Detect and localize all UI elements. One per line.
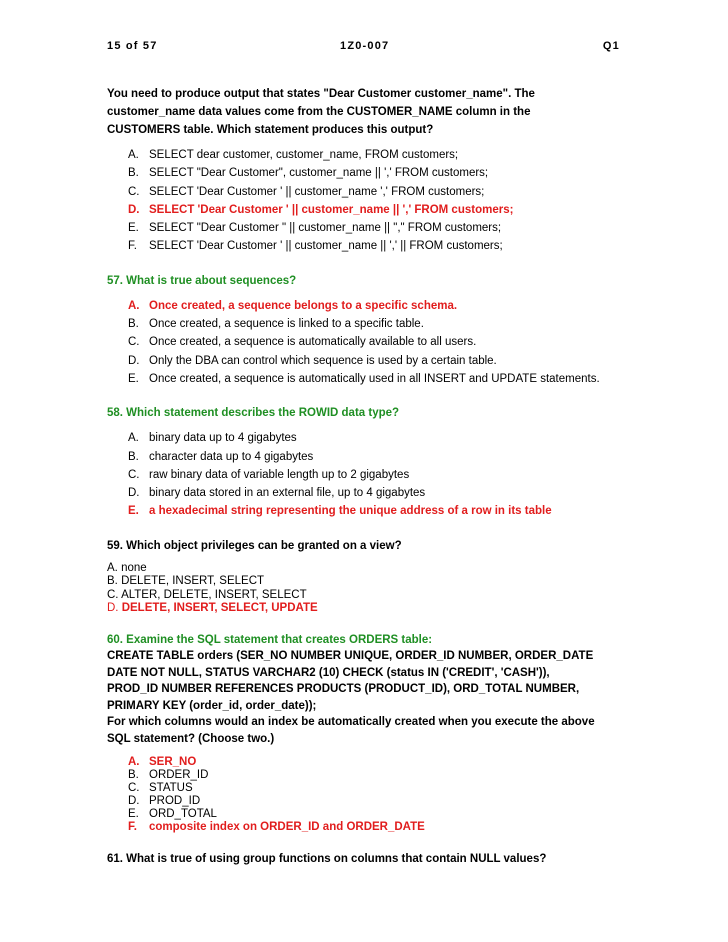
option xyxy=(107,575,627,589)
option-text: DELETE, INSERT, SELECT xyxy=(121,575,265,588)
options-list xyxy=(128,297,627,388)
option-correct xyxy=(128,201,627,219)
option-text: STATUS xyxy=(149,782,193,795)
option-correct xyxy=(128,297,627,315)
option-text: ORDER_ID xyxy=(149,769,209,782)
option-text: Once created, a sequence is linked to a specific table. xyxy=(149,318,424,331)
question-58 xyxy=(107,404,627,520)
option-text: SELECT 'Dear Customer ' || customer_name || ',' || FROM customers; xyxy=(149,240,503,253)
options-list xyxy=(128,146,627,256)
option-letter: A. xyxy=(128,149,139,161)
option-text: character data up to 4 gigabytes xyxy=(149,450,314,463)
option-text: Only the DBA can control which sequence is used by a certain table. xyxy=(149,354,497,367)
options-list xyxy=(107,562,627,616)
question-text xyxy=(107,85,627,139)
option xyxy=(107,562,627,576)
sql-line: PRIMARY KEY (order_id, order_date)); xyxy=(107,699,317,712)
question-line: customer_name data values come from the CUSTOMER_NAME column in the xyxy=(107,106,531,118)
option-correct xyxy=(128,502,627,520)
option-correct xyxy=(128,821,627,834)
question-line: SQL statement? (Choose two.) xyxy=(107,732,275,745)
page-number: 15 of 57 xyxy=(107,40,158,52)
option-letter: E. xyxy=(128,505,139,518)
question-title: 60. Examine the SQL statement that creates ORDERS table: xyxy=(107,633,433,646)
option xyxy=(128,237,627,255)
option xyxy=(128,484,627,502)
question-60 xyxy=(107,632,627,835)
question-line: CUSTOMERS table. Which statement produces this output? xyxy=(107,124,434,136)
option xyxy=(128,370,627,388)
option-text: none xyxy=(121,561,147,574)
option xyxy=(128,466,627,484)
option xyxy=(128,782,627,795)
question-title: 59. Which object privileges can be granted on a view? xyxy=(107,539,402,552)
option-letter: D. xyxy=(128,203,140,216)
question-title: 61. What is true of using group functions on columns that contain NULL values? xyxy=(107,853,547,866)
page-header xyxy=(107,40,620,56)
option-letter: F. xyxy=(128,240,137,253)
option-letter: D. xyxy=(128,795,140,808)
option-text: raw binary data of variable length up to 2 gigabytes xyxy=(149,468,410,481)
option-text: SELECT 'Dear Customer ' || customer_name ',' FROM customers; xyxy=(149,185,485,198)
option-text: DELETE, INSERT, SELECT, UPDATE xyxy=(121,602,318,615)
option-text: binary data stored in an external file, up to 4 gigabytes xyxy=(149,487,426,500)
option xyxy=(128,146,627,164)
question-title: 58. Which statement describes the ROWID data type? xyxy=(107,407,400,420)
option-text: Once created, a sequence is automatically used in all INSERT and UPDATE statements. xyxy=(149,372,600,385)
option xyxy=(128,183,627,201)
question-57 xyxy=(107,272,627,388)
option-letter: B. xyxy=(128,318,139,331)
option-text: ALTER, DELETE, INSERT, SELECT xyxy=(121,588,307,601)
option-text: SELECT dear customer, customer_name, FROM customers; xyxy=(149,149,459,161)
option-letter: C. xyxy=(128,185,140,198)
option-letter: C. xyxy=(128,336,140,349)
question-56 xyxy=(107,85,627,256)
sql-line: CREATE TABLE orders (SER_NO NUMBER UNIQUE, ORDER_ID NUMBER, ORDER_DATE xyxy=(107,650,594,663)
option xyxy=(128,769,627,782)
option-letter: D. xyxy=(107,602,119,615)
question-line: You need to produce output that states "Dear Customer customer_name". The xyxy=(107,88,535,100)
option-letter: A. xyxy=(107,561,118,574)
option-text: Once created, a sequence is automatically available to all users. xyxy=(149,336,477,349)
sql-statement xyxy=(107,648,627,747)
option-letter: A. xyxy=(128,756,140,769)
document-body xyxy=(107,85,627,884)
header-tag: Q1 xyxy=(602,40,620,52)
option-letter: B. xyxy=(107,575,118,588)
sql-line: PROD_ID NUMBER REFERENCES PRODUCTS (PRODUCT_ID), ORD_TOTAL NUMBER, xyxy=(107,683,580,696)
option-letter: E. xyxy=(128,808,139,821)
option-text: a hexadecimal string representing the unique address of a row in its table xyxy=(149,505,552,518)
sql-line: DATE NOT NULL, STATUS VARCHAR2 (10) CHECK (status IN ('CREDIT', 'CASH')), xyxy=(107,666,550,679)
option-text: SELECT "Dear Customer", customer_name || ',' FROM customers; xyxy=(149,167,489,180)
option-letter: E. xyxy=(128,372,139,385)
options-list xyxy=(128,756,627,834)
option xyxy=(128,795,627,808)
option-letter: C. xyxy=(128,782,140,795)
option xyxy=(128,164,627,182)
option xyxy=(128,429,627,447)
option-text: SER_NO xyxy=(149,756,197,769)
options-list xyxy=(128,429,627,520)
option-text: ORD_TOTAL xyxy=(149,808,217,821)
question-61 xyxy=(107,850,627,868)
option-correct xyxy=(128,756,627,769)
option-letter: E. xyxy=(128,222,139,235)
option-letter: B. xyxy=(128,167,139,180)
option-letter: F. xyxy=(128,821,137,834)
question-title: 57. What is true about sequences? xyxy=(107,274,297,287)
option xyxy=(128,352,627,370)
exam-code: 1Z0-007 xyxy=(340,40,390,52)
option xyxy=(128,315,627,333)
option-letter: A. xyxy=(128,299,140,312)
option xyxy=(128,448,627,466)
option xyxy=(107,589,627,603)
option-correct xyxy=(107,602,627,616)
option-text: SELECT 'Dear Customer ' || customer_name || ',' FROM customers; xyxy=(149,203,514,216)
option-text: composite index on ORDER_ID and ORDER_DATE xyxy=(149,821,425,834)
option-text: SELECT "Dear Customer " || customer_name || "," FROM customers; xyxy=(149,222,502,235)
option-letter: D. xyxy=(128,354,140,367)
option-letter: B. xyxy=(128,450,139,463)
option-letter: C. xyxy=(107,588,119,601)
question-line: For which columns would an index be automatically created when you execute the above xyxy=(107,716,595,729)
option-letter: C. xyxy=(128,468,140,481)
option xyxy=(128,219,627,237)
option-text: binary data up to 4 gigabytes xyxy=(149,432,297,445)
option xyxy=(128,808,627,821)
option-text: Once created, a sequence belongs to a specific schema. xyxy=(149,299,458,312)
option-text: PROD_ID xyxy=(149,795,201,808)
question-59 xyxy=(107,537,627,616)
option-letter: D. xyxy=(128,487,140,500)
option-letter: B. xyxy=(128,769,139,782)
option-letter: A. xyxy=(128,432,139,445)
option xyxy=(128,333,627,351)
